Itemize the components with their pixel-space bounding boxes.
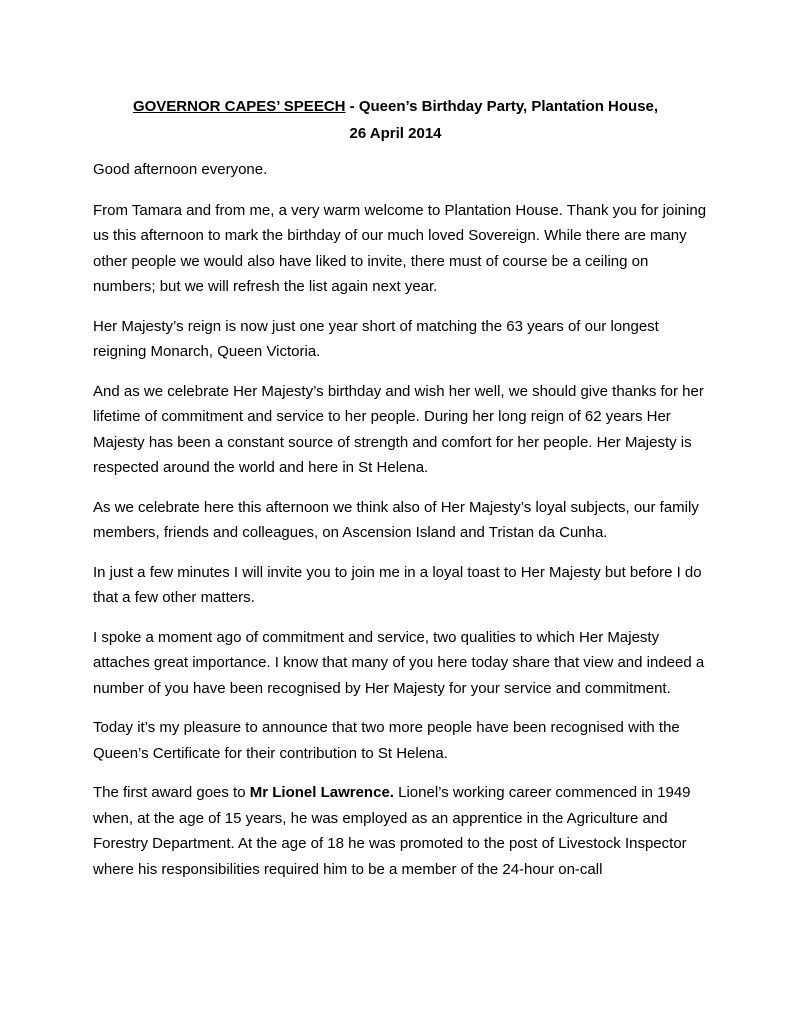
welcome-paragraph: From Tamara and from me, a very warm welcome to Plantation House. Thank you for joining us this afternoon to mark the birthday of our much loved Sovereign. While there are many other people we would also have liked to invite, there must of course be a ceiling on numbers; but we will refresh the list again next year. — [93, 201, 707, 295]
awardee-name: Mr Lionel Lawrence. — [249, 784, 394, 801]
title-line — [80, 93, 711, 120]
commitment-paragraph: I spoke a moment ago of commitment and service, two qualities to which Her Majesty attaches great importance. I know that many of you here today share that view and indeed a number of you have been recognised by Her Majesty for your service and commitment. — [93, 628, 705, 697]
speech-date: 26 April 2014 — [349, 125, 442, 142]
certificate-paragraph: Today it’s my pleasure to announce that two more people have been recognised with the Queen’s Certificate for their contribution to St Helena. — [93, 719, 680, 762]
first-award-details: Lionel’s working career commenced in 1949 when, at the age of 15 years, he was employed as an apprentice in the Agriculture and Forestry Department. At the age of 18 he was promoted to the post of Livestock Inspector where his responsibilities required him to be a member of the 24-hour on-call — [93, 784, 691, 878]
subjects-paragraph: As we celebrate here this afternoon we think also of Her Majesty’s loyal subjects, our family members, friends and colleagues, on Ascension Island and Tristan da Cunha. — [93, 498, 699, 541]
title-underlined: GOVERNOR CAPES’ SPEECH — [132, 98, 346, 115]
celebration-paragraph: And as we celebrate Her Majesty’s birthday and wish her well, we should give thanks for her lifetime of commitment and service to her people. During her long reign of 62 years Her Majesty has been a constant source of strength and comfort for her people. Her Majesty is respected around the world and here in St Helena. — [93, 382, 704, 476]
title-rest: - Queen’s Birthday Party, Plantation House, — [345, 98, 659, 115]
first-award-paragraph — [93, 780, 711, 882]
speech-heading — [80, 93, 711, 147]
greeting-paragraph: Good afternoon everyone. — [93, 161, 268, 178]
first-award-intro: The first award goes to — [93, 784, 250, 801]
toast-paragraph: In just a few minutes I will invite you to join me in a loyal toast to Her Majesty but before I do that a few other matters. — [93, 563, 702, 606]
reign-paragraph: Her Majesty’s reign is now just one year short of matching the 63 years of our longest reigning Monarch, Queen Victoria. — [93, 317, 659, 360]
